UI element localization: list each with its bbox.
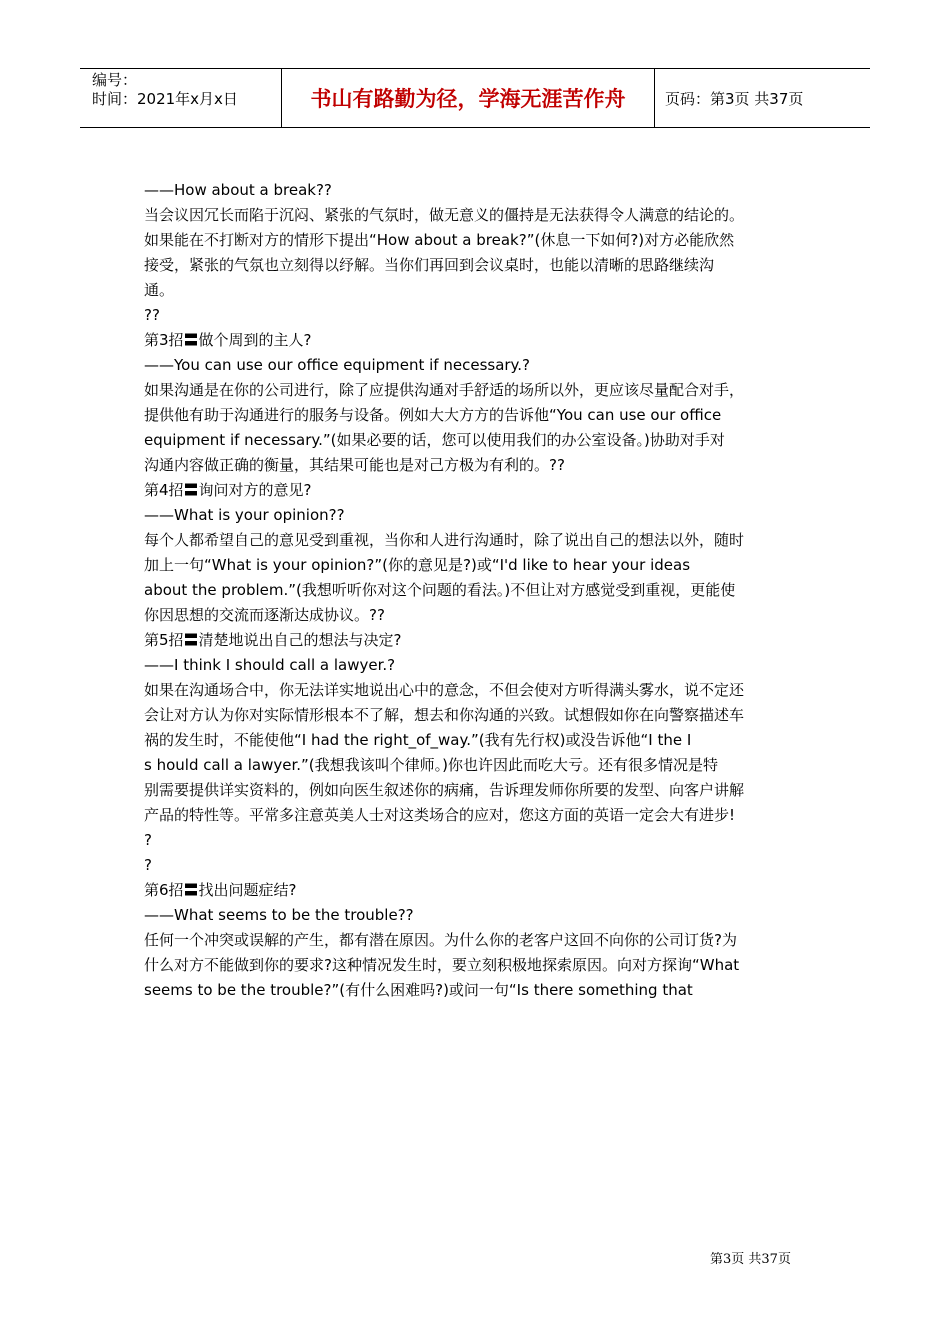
text-line: ——I think I should call a lawyer.?	[144, 656, 396, 674]
text-line: ——How about a break??	[144, 181, 332, 199]
text-line: equipment if necessary.”(如果必要的话，您可以使用我们的办公室设备。)协助对手对	[144, 431, 725, 449]
section-heading: 第4招〓询问对方的意见?	[144, 481, 312, 499]
text-line: ?	[144, 831, 152, 849]
text-line: 每个人都希望自己的意见受到重视，当你和人进行沟通时，除了说出自己的想法以外，随时	[144, 531, 745, 549]
header-page-number: 页码：第3页 共37页	[665, 89, 804, 108]
text-line: s hould call a lawyer.”(我想我该叫个律师。)你也许因此而吃大亏。还有很多情况是特	[144, 756, 719, 774]
text-line: 祸的发生时，不能使他“I had the right_of_way.”(我有先行权)或没告诉他“I the I	[144, 731, 692, 749]
text-line: ——What is your opinion??	[144, 506, 345, 524]
code-label: 编号：	[92, 71, 138, 89]
page-header	[80, 68, 870, 128]
text-line: about the problem.”(我想听听你对这个问题的看法。)不但让对方感觉受到重视，更能使	[144, 581, 736, 599]
text-line: ——What seems to be the trouble??	[144, 906, 414, 924]
section-heading: 第5招〓清楚地说出自己的想法与决定?	[144, 631, 402, 649]
text-line: 接受，紧张的气氛也立刻得以纾解。当你们再回到会议桌时，也能以清晰的思路继续沟	[144, 256, 715, 274]
section-heading: 第3招〓做个周到的主人?	[144, 331, 312, 349]
text-line: 通。	[144, 281, 175, 299]
section-heading: 第6招〓找出问题症结?	[144, 881, 297, 899]
text-line: 你因思想的交流而逐渐达成协议。??	[144, 606, 385, 624]
document-body	[144, 178, 794, 1003]
date-text: 时间：2021年x月x日	[92, 90, 238, 108]
text-line: ??	[144, 306, 160, 324]
header-motto: 书山有路勤为径，学海无涯苦作舟	[281, 69, 655, 127]
text-line: 任何一个冲突或误解的产生，都有潜在原因。为什么你的老客户这回不向你的公司订货?为	[144, 931, 737, 949]
text-line: 沟通内容做正确的衡量，其结果可能也是对己方极为有利的。??	[144, 456, 565, 474]
text-line: 提供他有助于沟通进行的服务与设备。例如大大方方的告诉他“You can use our office	[144, 406, 722, 424]
text-line: 加上一句“What is your opinion?”(你的意见是?)或“I'd like to hear your ideas	[144, 556, 691, 574]
text-line: 当会议因冗长而陷于沉闷、紧张的气氛时，做无意义的僵持是无法获得令人满意的结论的。	[144, 206, 745, 224]
text-line: 如果能在不打断对方的情形下提出“How about a break?”(休息一下如何?)对方必能欣然	[144, 231, 735, 249]
text-line: ——You can use our office equipment if necessary.?	[144, 356, 531, 374]
text-line: ?	[144, 856, 152, 874]
text-line: 如果在沟通场合中，你无法详实地说出心中的意念，不但会使对方听得满头雾水，说不定还	[144, 681, 745, 699]
text-line: 产品的特性等。平常多注意英美人士对这类场合的应对，您这方面的英语一定会大有进步!	[144, 806, 736, 824]
header-info	[80, 69, 281, 127]
text-line: 会让对方认为你对实际情形根本不了解，想去和你沟通的兴致。试想假如你在向警察描述车	[144, 706, 745, 724]
text-line: 什么对方不能做到你的要求?这种情况发生时，要立刻积极地探索原因。向对方探询“What	[144, 956, 740, 974]
text-line: seems to be the trouble?”(有什么困难吗?)或问一句“Is there something that	[144, 981, 693, 999]
text-line: 如果沟通是在你的公司进行，除了应提供沟通对手舒适的场所以外，更应该尽量配合对手，	[144, 381, 745, 399]
page-footer: 第3页 共37页	[710, 1252, 791, 1267]
text-line: 别需要提供详实资料的，例如向医生叙述你的病痛，告诉理发师你所要的发型、向客户讲解	[144, 781, 745, 799]
